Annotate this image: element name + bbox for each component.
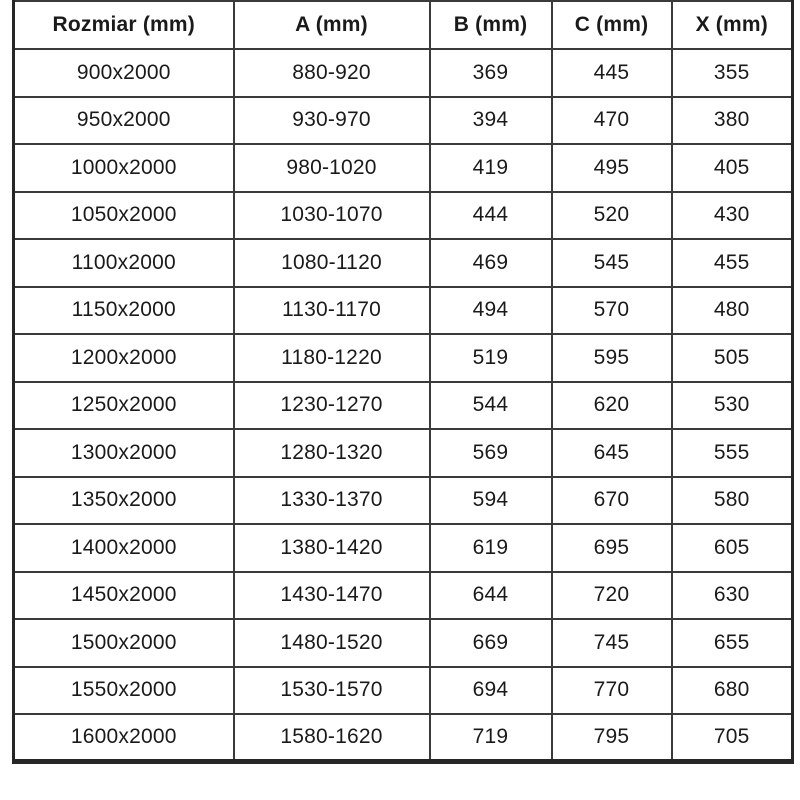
- table-cell: 1300x2000: [14, 429, 234, 477]
- table-cell: 520: [552, 192, 672, 240]
- table-cell: 605: [672, 524, 793, 572]
- table-row: [14, 667, 793, 715]
- table-cell: 1080-1120: [234, 239, 430, 287]
- table-row: [14, 477, 793, 525]
- table-row: [14, 287, 793, 335]
- table-cell: 430: [672, 192, 793, 240]
- table-cell: 419: [430, 144, 552, 192]
- column-header: X (mm): [672, 1, 793, 49]
- table-cell: 1480-1520: [234, 619, 430, 667]
- header-row: [14, 1, 793, 49]
- table-cell: 930-970: [234, 97, 430, 145]
- table-body: [14, 49, 793, 762]
- table-cell: 470: [552, 97, 672, 145]
- table-cell: 950x2000: [14, 97, 234, 145]
- table-cell: 1500x2000: [14, 619, 234, 667]
- table-cell: 380: [672, 97, 793, 145]
- table-row: [14, 334, 793, 382]
- table-row: [14, 429, 793, 477]
- table-cell: 1430-1470: [234, 572, 430, 620]
- table-cell: 495: [552, 144, 672, 192]
- table-cell: 530: [672, 382, 793, 430]
- table-cell: 1530-1570: [234, 667, 430, 715]
- table-cell: 655: [672, 619, 793, 667]
- table-cell: 355: [672, 49, 793, 97]
- table-cell: 795: [552, 714, 672, 762]
- table-cell: 394: [430, 97, 552, 145]
- table-cell: 900x2000: [14, 49, 234, 97]
- table-cell: 1250x2000: [14, 382, 234, 430]
- table-cell: 469: [430, 239, 552, 287]
- table-cell: 580: [672, 477, 793, 525]
- table-cell: 669: [430, 619, 552, 667]
- table-cell: 455: [672, 239, 793, 287]
- table-row: [14, 49, 793, 97]
- table-cell: 680: [672, 667, 793, 715]
- table-cell: 630: [672, 572, 793, 620]
- table-cell: 445: [552, 49, 672, 97]
- table-cell: 1000x2000: [14, 144, 234, 192]
- table-cell: 1130-1170: [234, 287, 430, 335]
- table-cell: 544: [430, 382, 552, 430]
- table-row: [14, 572, 793, 620]
- table-cell: 480: [672, 287, 793, 335]
- table-cell: 1280-1320: [234, 429, 430, 477]
- table-row: [14, 97, 793, 145]
- table-cell: 494: [430, 287, 552, 335]
- table-cell: 555: [672, 429, 793, 477]
- column-header: C (mm): [552, 1, 672, 49]
- table-cell: 595: [552, 334, 672, 382]
- table-cell: 1400x2000: [14, 524, 234, 572]
- table-cell: 1450x2000: [14, 572, 234, 620]
- table-cell: 670: [552, 477, 672, 525]
- table-cell: 569: [430, 429, 552, 477]
- table-row: [14, 192, 793, 240]
- table-row: [14, 524, 793, 572]
- table-row: [14, 382, 793, 430]
- table-cell: 880-920: [234, 49, 430, 97]
- table-cell: 1100x2000: [14, 239, 234, 287]
- table-cell: 980-1020: [234, 144, 430, 192]
- table-cell: 519: [430, 334, 552, 382]
- table-cell: 570: [552, 287, 672, 335]
- table-cell: 720: [552, 572, 672, 620]
- size-table-container: [12, 0, 794, 764]
- column-header: A (mm): [234, 1, 430, 49]
- table-row: [14, 714, 793, 762]
- table-cell: 645: [552, 429, 672, 477]
- table-cell: 1380-1420: [234, 524, 430, 572]
- table-cell: 644: [430, 572, 552, 620]
- table-row: [14, 239, 793, 287]
- table-cell: 619: [430, 524, 552, 572]
- table-cell: 1600x2000: [14, 714, 234, 762]
- table-cell: 1200x2000: [14, 334, 234, 382]
- table-cell: 1030-1070: [234, 192, 430, 240]
- size-table: [12, 0, 794, 764]
- table-cell: 1150x2000: [14, 287, 234, 335]
- table-cell: 1050x2000: [14, 192, 234, 240]
- table-cell: 1330-1370: [234, 477, 430, 525]
- table-cell: 695: [552, 524, 672, 572]
- table-cell: 705: [672, 714, 793, 762]
- column-header: B (mm): [430, 1, 552, 49]
- column-header: Rozmiar (mm): [14, 1, 234, 49]
- table-cell: 505: [672, 334, 793, 382]
- table-cell: 545: [552, 239, 672, 287]
- table-cell: 369: [430, 49, 552, 97]
- table-cell: 1350x2000: [14, 477, 234, 525]
- table-cell: 1550x2000: [14, 667, 234, 715]
- size-table-header: [14, 1, 793, 49]
- table-row: [14, 619, 793, 667]
- table-row: [14, 144, 793, 192]
- table-cell: 719: [430, 714, 552, 762]
- table-cell: 1180-1220: [234, 334, 430, 382]
- table-cell: 694: [430, 667, 552, 715]
- table-cell: 745: [552, 619, 672, 667]
- table-cell: 405: [672, 144, 793, 192]
- table-cell: 594: [430, 477, 552, 525]
- table-cell: 620: [552, 382, 672, 430]
- table-cell: 444: [430, 192, 552, 240]
- table-cell: 1580-1620: [234, 714, 430, 762]
- table-cell: 1230-1270: [234, 382, 430, 430]
- table-cell: 770: [552, 667, 672, 715]
